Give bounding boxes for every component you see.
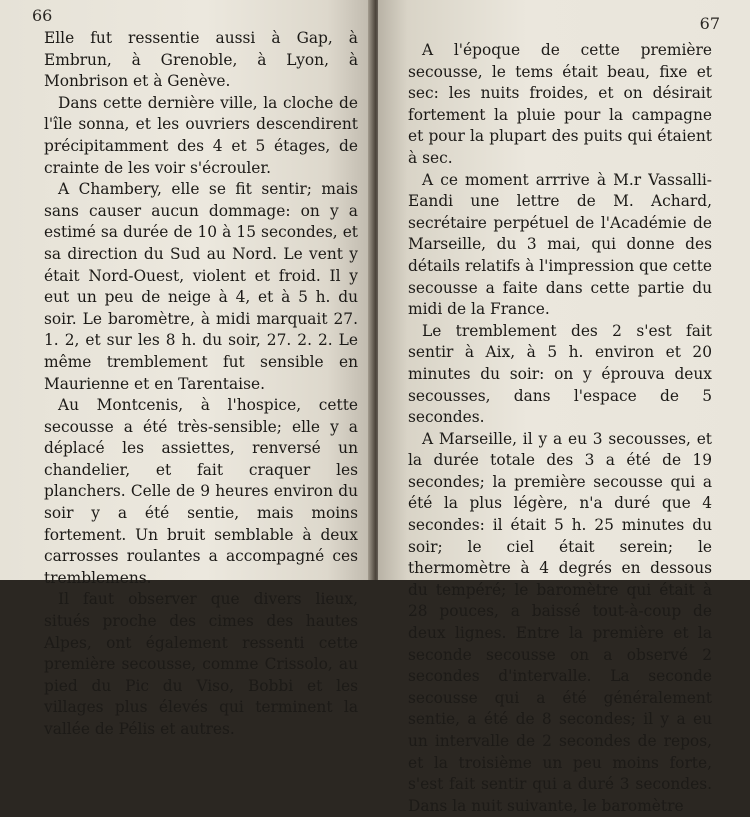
paragraph: A ce moment arrrive à M.r Vassalli-Eandi une lettre de M. Achard, secrétaire perpétuel de l'Académie de Marseille, du 3 mai, qui donne des détails relatifs à l'impression que cette secousse a faite dans cette partie du midi de la France. xyxy=(408,170,712,319)
left-page xyxy=(0,0,372,738)
paragraph: Dans cette dernière ville, la cloche de l'île sonna, et les ouvriers descendirent précipitamment des 4 et 5 étages, de crainte de les voir s'écrouler. xyxy=(44,93,358,177)
right-page xyxy=(378,0,750,815)
paragraph: Il faut observer que divers lieux, situés proche des cimes des hautes Alpes, ont également ressenti cette première secousse, comme Crissolo, au pied du Pic du Viso, Bobbi et les villages plus élevés qui terminent la vallée de Pélis et autres. xyxy=(44,590,358,738)
page-number-right: 67 xyxy=(699,14,720,33)
paragraph: Au Montcenis, à l'hospice, cette secousse a été très-sensible; elle y a déplacé les assiettes, renversé un chandelier, et fait craquer les planchers. Celle de 9 heures environ du soir y a été sentie, mais moins fortement. Un bruit semblable à deux carrosses roulantes a accompagné ces tremblemens. xyxy=(44,396,358,587)
page-number-left: 66 xyxy=(32,6,53,25)
paragraph: Elle fut ressentie aussi à Gap, à Embrun, à Grenoble, à Lyon, à Monbrison et à Genève. xyxy=(44,29,358,91)
paragraph: Le tremblement des 2 s'est fait sentir à Aix, à 5 h. environ et 20 minutes du soir: on y éprouva deux secousses, dans l'espace de 5 secondes. xyxy=(408,321,712,427)
right-page-text xyxy=(408,40,712,817)
paragraph: A Chambery, elle se fit sentir; mais sans causer aucun dommage: on y a estimé sa durée de 10 à 15 secondes, et sa direction du Sud au Nord. Le vent y était Nord-Ouest, violent et froid. Il y eut un peu de neige à 4, et à 5 h. du soir. Le baromètre, à midi marquait 27. 1. 2, et sur les 8 h. du soir, 27. 2. 2. Le même tremblement fut sensible en Maurienne et en Tarentaise. xyxy=(44,180,358,393)
paragraph: A l'époque de cette première secousse, le tems était beau, fixe et sec: les nuits froides, et on désirait fortement la pluie pour la campagne et pour la plupart des puits qui étaient à sec. xyxy=(408,41,712,167)
left-page-text xyxy=(44,28,358,741)
paragraph: A Marseille, il y a eu 3 secousses, et la durée totale des 3 a été de 19 secondes; la première secousse qui a été la plus légère, n'a duré que 4 secondes: il était 5 h. 25 minutes du soir; le ciel était serein; le thermomètre à 4 degrés en dessous du tempéré; le baromètre qui était à 28 pouces, a baissé tout-à-coup de deux lignes. Entre la première et la seconde secousse on a observé 2 secondes d'intervalle. La seconde secousse qui a été généralement sentie, a été de 8 secondes; il y a eu un intervalle de 2 secondes de repos, et la troisième un peu moins forte, s'est fait sentir qui a duré 3 secondes. Dans la nuit suivante, le baromètre xyxy=(408,429,712,815)
